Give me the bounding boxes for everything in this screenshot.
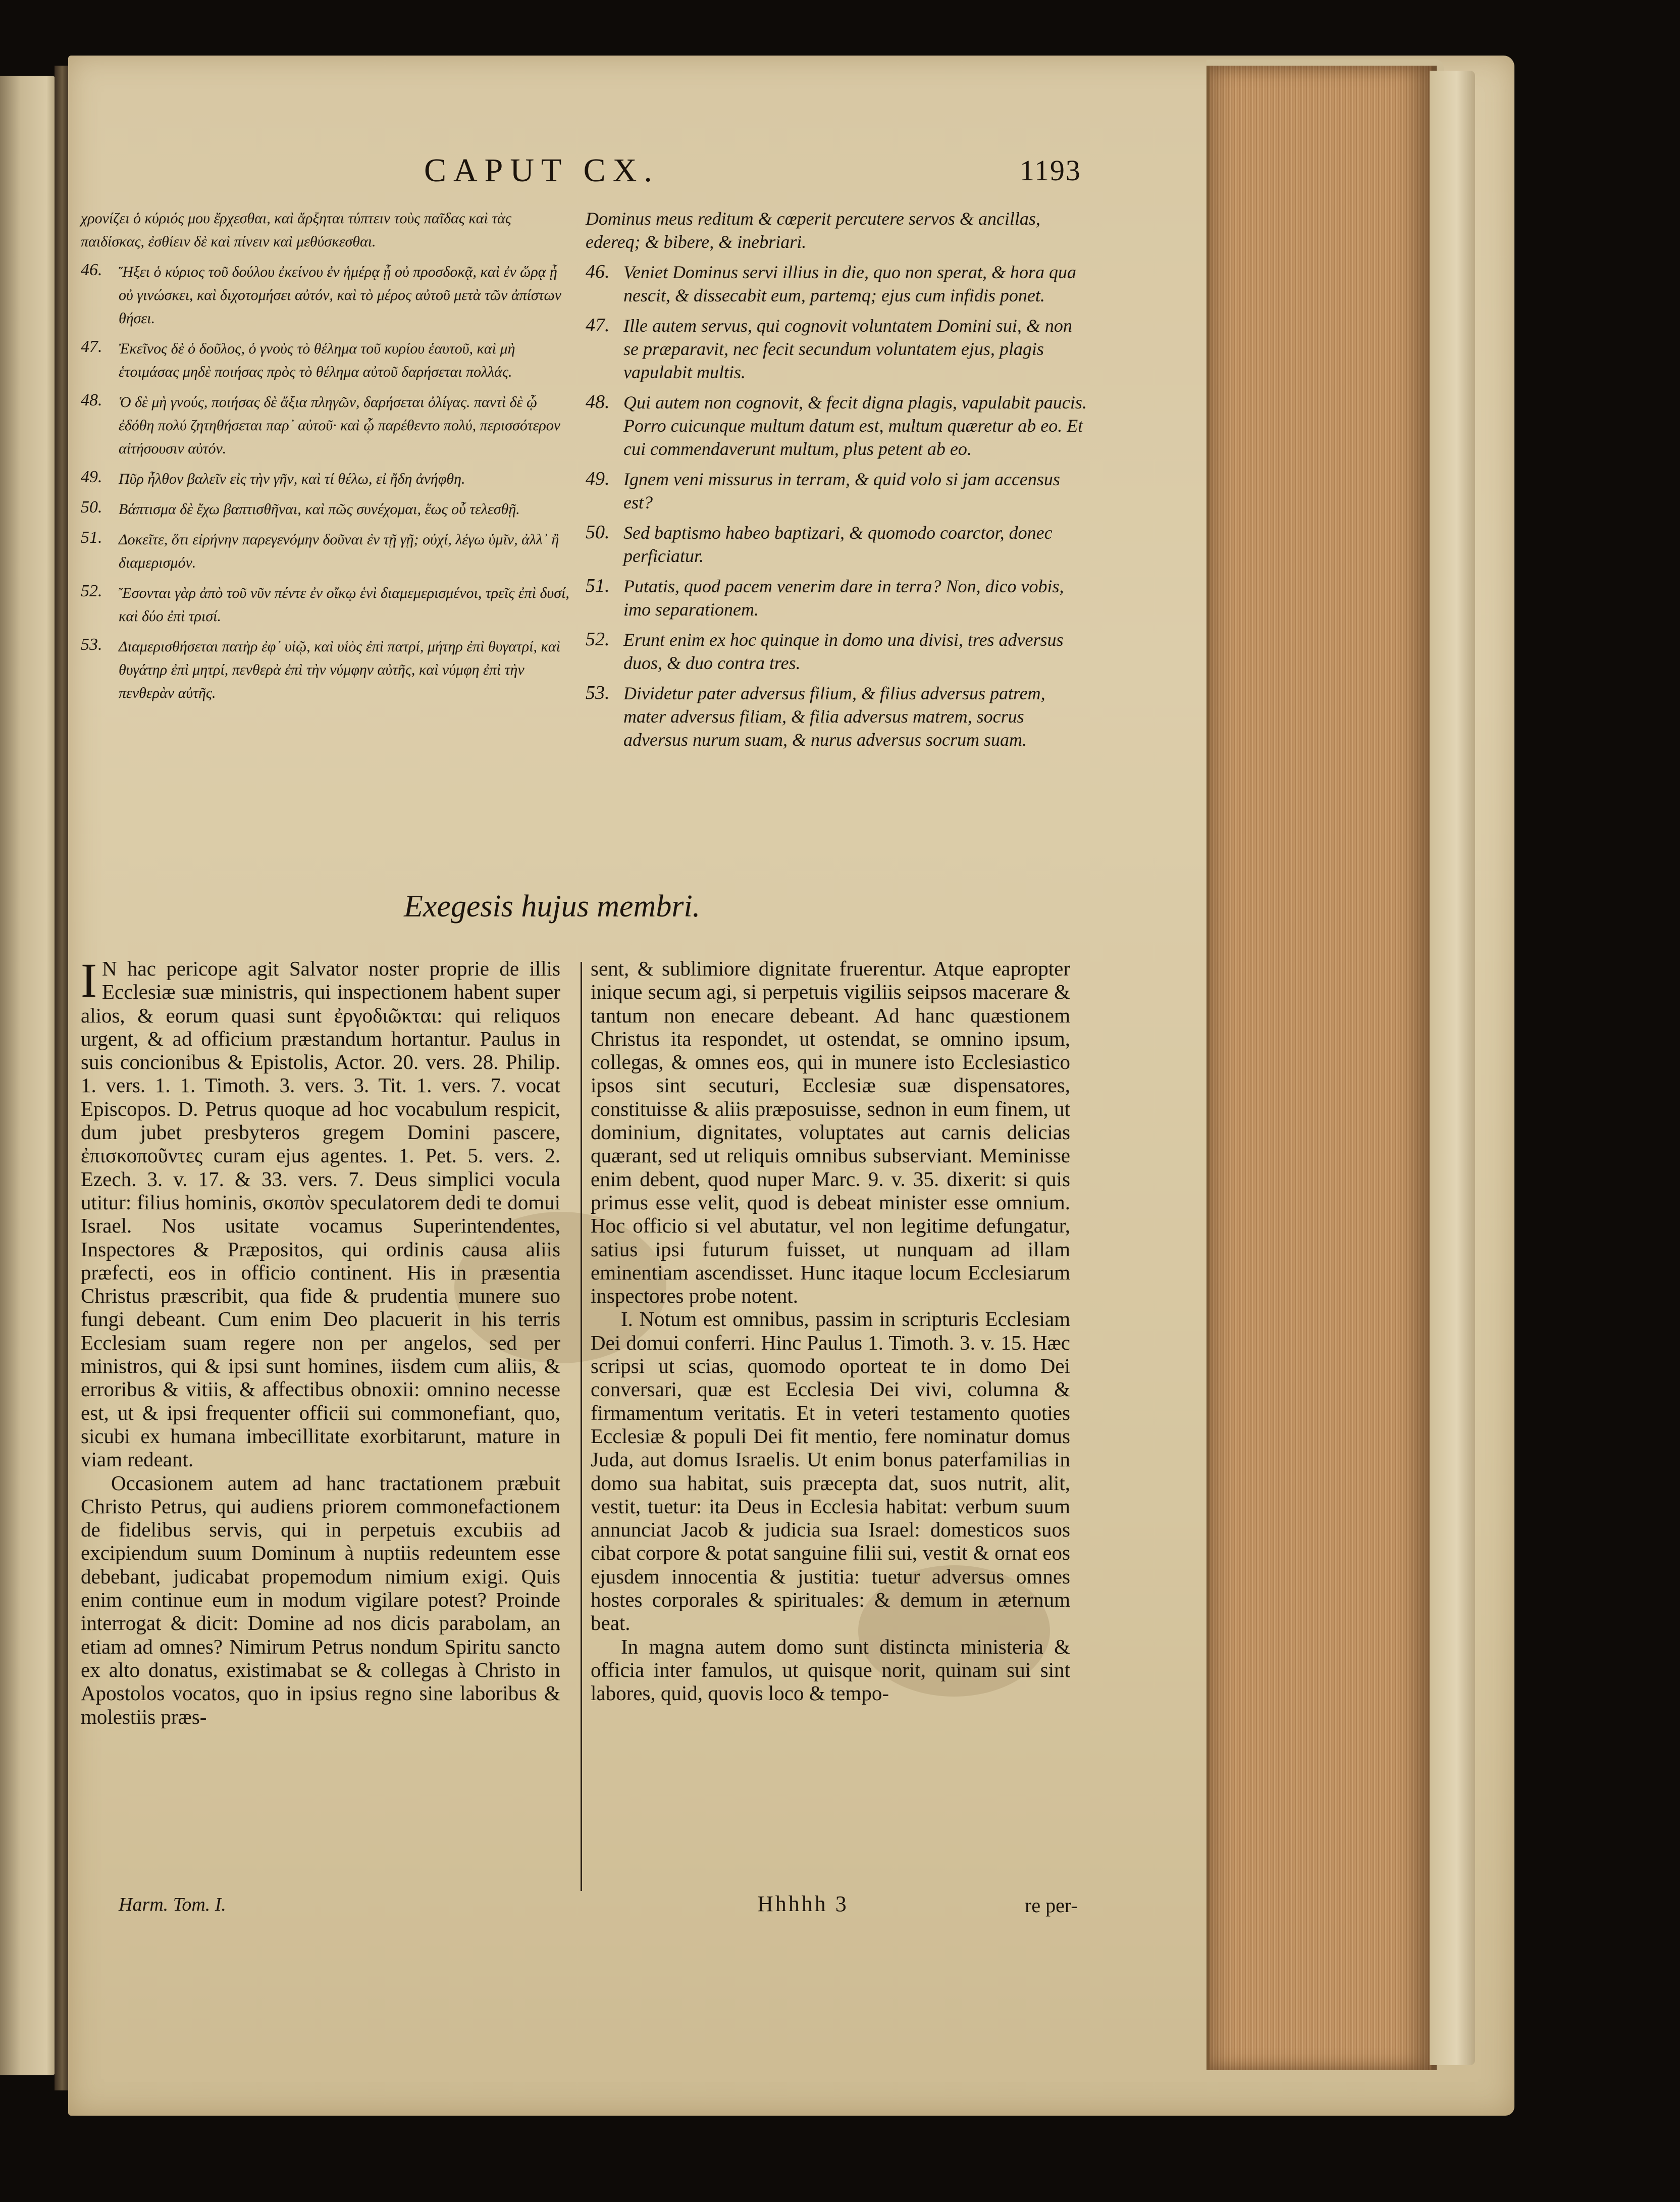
commentary-right-column (591, 957, 1070, 1705)
drop-cap: I (81, 953, 97, 1007)
greek-verse (81, 528, 570, 575)
latin-verse (586, 391, 1090, 460)
verse-section (81, 207, 1090, 863)
greek-verse (81, 468, 570, 491)
latin-verse-text: Qui autem non cognovit, & fecit digna plagis, vapulabit paucis. Porro cuicunque multum datum est, multum quæretur ab eo. Et cui commendaverunt multum, plus petent ab eo. (623, 392, 1087, 459)
paragraph-text: N hac pericope agit Salvator noster proprie de illis Ecclesiæ suæ ministris, qui inspectionem habent super alios, & eorum quasi sunt ἐργοδιῶκται: qui reliquos urgent, & ad officium præstandum hortantur. Paulus in suis concionibus & Epistolis, Actor. 20. vers. 28. Philip. 1. vers. 1. 1. Timoth. 3. vers. 3. Tit. 1. vers. 7. vocat Episcopos. D. Petrus quoque ad hoc vocabulum respicit, dum jubet presbyteros gregem Domini pascere, ἐπισκοποῦντες curam ejus agentes. 1. Pet. 5. vers. 2. Ezech. 3. v. 17. & 33. vers. 7. Deus simplici vocula utitur: filius hominis, σκοπὸν speculatorem dedi te domui Israel. Nos usitate vocamus Superintendentes, Inspectores & Præpositos, qui ordinis causa aliis præfecti, eos in officio continent. His in præsentia Christus præscribit, qua fide & prudentia munere suo fungi debeant. Cum enim Deo placuerit in his terris Ecclesiam suam regere non per angelos, sed per ministros, qui & ipsi sunt homines, iisdem cum aliis, & erroribus & vitiis, & affectibus obnoxii: omnino necesse est, ut & ipsi frequenter officii sui commonefiant, quo, sicubi ex humana imbecillitate exorbitarunt, mature in viam redeant. (81, 957, 560, 1471)
verse-number: 47. (81, 337, 102, 356)
verse-number: 52. (81, 582, 102, 600)
signature-mark: Hhhhh 3 (757, 1891, 849, 1916)
commentary-paragraph (81, 953, 560, 1471)
binding-gutter (55, 66, 70, 2090)
latin-verse (586, 468, 1090, 514)
latin-verse (586, 682, 1090, 751)
latin-verse-text: Sed baptismo habeo baptizari, & quomodo coarctor, donec perficiatur. (623, 523, 1053, 566)
latin-verse-text: Ignem veni missurus in terram, & quid volo si jam accensus est? (623, 469, 1060, 513)
greek-verse (81, 337, 570, 384)
verse-number: 46. (586, 261, 610, 282)
latin-verse-continuation: Dominus meus reditum & cœperit percutere servos & ancillas, edereq; & bibere, & inebriari. (586, 209, 1040, 252)
commentary-paragraph (591, 1307, 1070, 1634)
previous-leaf (0, 76, 58, 2075)
page-number: 1193 (1020, 154, 1081, 187)
greek-verse-text: Ὁ δὲ μὴ γνούς, ποιήσας δὲ ἄξια πληγῶν, δαρήσεται ὀλίγας. παντὶ δὲ ᾧ ἐδόθη πολύ ζητηθήσεται παρ᾽ αὐτοῦ· καὶ ᾧ παρέθεντο πολύ, περισσότερον αἰτήσουσιν αὐτόν. (119, 394, 561, 457)
commentary-paragraph (591, 957, 1070, 1307)
greek-verse (81, 391, 570, 460)
verse-number: 49. (586, 468, 610, 489)
greek-verse-text: Ἐκεῖνος δὲ ὁ δοῦλος, ὁ γνοὺς τὸ θέλημα τοῦ κυρίου ἑαυτοῦ, καὶ μὴ ἑτοιμάσας μηδὲ ποιήσας πρὸς τὸ θέλημα αὐτοῦ δαρήσεται πολλάς. (119, 340, 515, 380)
latin-verse (586, 575, 1090, 621)
greek-verse-text: Βάπτισμα δὲ ἔχω βαπτισθῆναι, καὶ πῶς συνέχομαι, ἕως οὗ τελεσθῇ. (119, 501, 520, 518)
paragraph-text: Occasionem autem ad hanc tractationem præbuit Christo Petrus, qui audiens priorem commonefactionem de fidelibus servis, qui in perpetuis excubiis ad excipiendum suum Dominum à nuptiis redeuntem esse debebant, judicabat propemodum nimium exigi. Quis enim continue eum in modum vigilare potest? Proinde interrogat & dicit: Domine ad nos dicis parabolam, an etiam ad omnes? Nimirum Petrus nondum Spiritu sancto ex alto donatus, existimabat se & collegas à Christo in Apostolos vocatos, quo in ipsius regno sine laboribus & molestiis præs- (81, 1471, 560, 1728)
greek-verse-text: Διαμερισθήσεται πατὴρ ἐφ᾽ υἱῷ, καὶ υἱὸς ἐπὶ πατρί, μήτηρ ἐπὶ θυγατρί, καὶ θυγάτηρ ἐπὶ μητρί, πενθερὰ ἐπὶ τὴν νύμφην αὐτῆς, καὶ νύμφη ἐπὶ τὴν πενθερὰν αὐτῆς. (119, 638, 561, 701)
latin-column (586, 207, 1090, 758)
latin-verse-text: Dividetur pater adversus filium, & filius adversus patrem, mater adversus filiam, & filia adversus matrem, socrus adversus nurum suam, & nurus adversus socrum suam. (623, 683, 1045, 750)
commentary-paragraph (81, 1471, 560, 1728)
latin-verse-text: Ille autem servus, qui cognovit voluntatem Domini sui, & non se præparavit, nec fecit secundum voluntatem ejus, plagis vapulabit multis. (623, 316, 1072, 382)
footer-volume: Harm. Tom. I. (119, 1894, 226, 1915)
paragraph-text: I. Notum est omnibus, passim in scripturis Ecclesiam Dei domui conferri. Hinc Paulus 1. Timoth. 3. v. 15. Hæc scripsi ut scias, quomodo oporteat te in domo Dei conversari, quæ est Ecclesia Dei vivi, columna & firmamentum veritatis. Et in veteri testamento quoties Ecclesiæ & populi Dei fit mentio, fere nominatur domus Juda, aut domus Israelis. Ut enim bonus paterfamilias in domo sua habitat, suis præcepta dat, suos nutrit, alit, vestit, tuetur: ita Deus in Ecclesia habitat: verbum suum annunciat Jacob & judicia sua Israel: domesticos suos cibat corpore & potat sanguine filii sui, vestit & ornat eos ejusdem innocentia & justitia: tuetur adversus omnes hostes corporales & spirituales: & demum in æternum beat. (591, 1307, 1070, 1635)
greek-verse (81, 635, 570, 705)
column-rule (581, 962, 582, 1891)
catchword: re per- (1025, 1894, 1078, 1917)
paragraph-text: In magna autem domo sunt distincta ministeria & officia inter famulos, ut quisque norit, quinam sui sint labores, quid, quovis loco & tempo- (591, 1634, 1070, 1705)
verse-number: 51. (81, 528, 102, 547)
greek-verse-text: Δοκεῖτε, ὅτι εἰρήνην παρεγενόμην δοῦναι ἐν τῇ γῇ; οὐχί, λέγω ὑμῖν, ἀλλ᾽ ἢ διαμερισμόν. (119, 531, 559, 571)
latin-verse-text: Erunt enim ex hoc quinque in domo una divisi, tres adversus duos, & duo contra tres. (623, 630, 1064, 673)
commentary-paragraph (591, 1635, 1070, 1705)
page-fore-edge (1206, 66, 1437, 2070)
greek-verse-text: Ἥξει ὁ κύριος τοῦ δούλου ἐκείνου ἐν ἡμέρᾳ ᾗ οὐ προσδοκᾷ, καὶ ἐν ὥρᾳ ᾗ οὐ γινώσκει, καὶ διχοτομήσει αὐτόν, καὶ τὸ μέρος αὐτοῦ μετὰ τῶν ἀπίστων θήσει. (119, 264, 561, 327)
verse-number: 51. (586, 575, 610, 596)
verse-number: 46. (81, 261, 102, 279)
verse-number: 48. (81, 391, 102, 409)
greek-verse-continuation: χρονίζει ὁ κύριός μου ἔρχεσθαι, καὶ ἄρξηται τύπτειν τοὺς παῖδας καὶ τὰς παιδίσκας, ἐσθίειν δὲ καὶ πίνειν καὶ μεθύσκεσθαι. (81, 210, 512, 250)
latin-verse (586, 628, 1090, 675)
running-head: CAPUT CX. (424, 152, 659, 189)
page-edge-tab (1430, 71, 1475, 2065)
latin-verse-text: Putatis, quod pacem venerim dare in terra? Non, dico vobis, imo separationem. (623, 576, 1064, 620)
paragraph-text: sent, & sublimiore dignitate fruerentur. Atque eapropter inique secum agi, si perpetuis vigiliis seipsos macerare & tantum non enecare debeant. Ad hanc quæstionem Christus ita respondet, ut ostendat, se omnino ipsum, collegas, & omnes eos, qui in munere isto Ecclesiastico ipsos sint secuturi, Ecclesiæ suæ dispensatores, constituisse & aliis præposuisse, sednon in eum finem, ut dominium, dignitates, voluptates aut carnis delicias quærant, sed ut reliquis omnibus subserviant. Meminisse enim debent, quod nuper Marc. 9. v. 35. dixerit: si quis primus esse velit, quod is debeat minister esse omnium. Hoc officio si vel abutatur, vel non legitime defungatur, satius ipsi futurum fuisset, ut nunquam ad illam eminentiam ascendisset. Hunc itaque locum Ecclesiarum inspectores probe notent. (591, 957, 1070, 1308)
greek-verse-text: Πῦρ ἦλθον βαλεῖν εἰς τὴν γῆν, καὶ τί θέλω, εἰ ἤδη ἀνήφθη. (119, 471, 465, 487)
verse-number: 53. (81, 635, 102, 654)
greek-verse (81, 261, 570, 330)
verse-number: 50. (586, 522, 610, 543)
verse-number: 53. (586, 682, 610, 703)
greek-verse-text: Ἔσονται γὰρ ἀπὸ τοῦ νῦν πέντε ἐν οἴκῳ ἑνὶ διαμεμερισμένοι, τρεῖς ἐπὶ δυσί, καὶ δύο ἐπὶ τρισί. (119, 585, 569, 625)
greek-column (81, 207, 570, 712)
latin-verse (586, 314, 1090, 384)
verse-number: 52. (586, 629, 610, 650)
greek-verse (81, 498, 570, 521)
greek-verse (81, 582, 570, 628)
verse-number: 48. (586, 391, 610, 413)
latin-verse (586, 261, 1090, 307)
verse-number: 50. (81, 498, 102, 517)
latin-verse-text: Veniet Dominus servi illius in die, quo non sperat, & hora qua nescit, & dissecabit eum, partemq; ejus cum infidis ponet. (623, 262, 1076, 305)
section-title: Exegesis hujus membri. (404, 889, 701, 924)
verse-number: 47. (586, 315, 610, 336)
verse-number: 49. (81, 468, 102, 486)
latin-verse (586, 521, 1090, 568)
commentary-left-column (81, 953, 560, 1728)
